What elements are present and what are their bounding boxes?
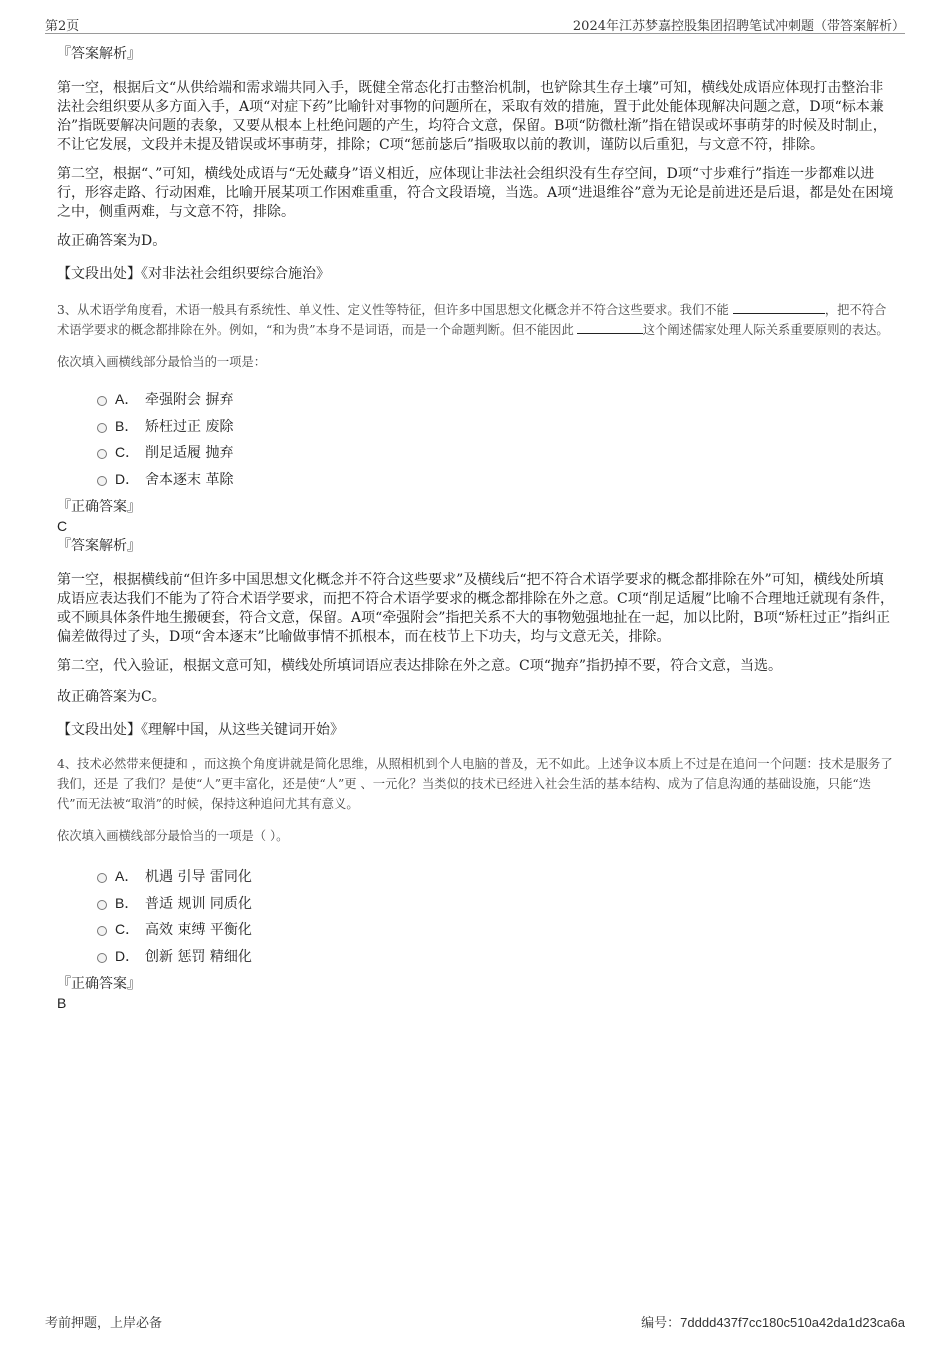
q3-option-b[interactable]: B． 矫枉过正 废除: [97, 414, 897, 441]
q4-instruction: 依次填入画横线部分最恰当的一项是（ ）。: [57, 829, 289, 843]
q3-stem-part2: ，把不符合术语学要求的概念都排除在外。例如，“和为贵”本身不是词语，而是一个命题判断。但不能因此: [57, 303, 887, 337]
radio-icon[interactable]: [97, 873, 107, 883]
q3-correct-answer: C: [57, 518, 68, 534]
q3-stem-part3: 这个阐述儒家处理人际关系重要原则的表达。: [642, 323, 889, 337]
q4-option-b[interactable]: B． 普适 规训 同质化: [97, 891, 897, 918]
q2-analysis-para2: 第二空，根据“、”可知，横线处成语与“无处藏身”语义相近，应体现让非法社会组织没有生存空间，D项“寸步难行”指连一步都难以进行，形容走路、行动困难，比喻开展某项工作困难重重，符合文段语境，当选。A项“进退维谷”意为无论是前进还是后退，都是处在困境之中，侧重两难，与文意不符，排除。: [57, 166, 894, 220]
q4-stem: 4、技术必然带来便捷和 ，而这换个角度讲就是简化思维，从照相机到个人电脑的普及，无不如此。上述争议本质上不过是在追问一个问题：技术是服务了我们，还是 了我们？是使“人”更丰富化，还是使“人”更 、一元化？当类似的技术已经进入社会生活的基本结构、成为了信息沟通的基础设施，只能“迭代”而无法被“取消”的时候，保持这种追问尤其有意义。: [57, 757, 893, 811]
q3-correct-heading: 『正确答案』: [57, 499, 141, 515]
q3-blank-1: [733, 301, 825, 314]
q3-analysis-para1: 第一空，根据横线前“但许多中国思想文化概念并不符合这些要求”及横线后“把不符合术语学要求的概念都排除在外”可知，横线处所填成语应表达我们不能为了符合术语学要求，而把不符合术语学要求的概念都排除在外之意。C项“削足适履”比喻不合理地迁就现有条件，或不顾具体条件地生搬硬套，符合文意，保留。A项“牵强附会”指把关系不大的事物勉强地扯在一起，加以比附，B项“矫枉过正”指纠正偏差做得过了头，D项“舍本逐末”比喻做事情不抓根本，而在枝节上下功夫，均与文意无关，排除。: [57, 572, 895, 645]
radio-icon[interactable]: [97, 926, 107, 936]
q4-option-d[interactable]: D． 创新 惩罚 精细化: [97, 944, 897, 971]
radio-icon[interactable]: [97, 900, 107, 910]
page-footer: [45, 1312, 905, 1332]
q3-options: [57, 387, 897, 493]
q4-option-a[interactable]: A． 机遇 引导 雷同化: [97, 864, 897, 891]
q2-source: 【文段出处】《对非法社会组织要综合施治》: [57, 266, 330, 282]
code-value: 7dddd437f7cc180c510a42da1d23ca6a: [680, 1315, 905, 1330]
q4-correct-heading: 『正确答案』: [57, 976, 141, 992]
footer-slogan: 考前押题，上岸必备: [45, 1316, 163, 1331]
q3-option-a[interactable]: A． 牵强附会 摒弃: [97, 387, 897, 414]
radio-icon[interactable]: [97, 396, 107, 406]
radio-icon[interactable]: [97, 423, 107, 433]
q2-analysis-heading: 『答案解析』: [57, 46, 141, 62]
q4-option-c[interactable]: C． 高效 束缚 平衡化: [97, 917, 897, 944]
document-code: [641, 1312, 905, 1331]
q3-option-d[interactable]: D． 舍本逐末 革除: [97, 467, 897, 494]
code-label: 编号：: [641, 1316, 681, 1331]
q3-blank-2: [577, 321, 643, 334]
q3-analysis-para2: 第二空，代入验证，根据文意可知，横线处所填词语应表达排除在外之意。C项“抛弃”指扔掉不要，符合文意，当选。: [57, 658, 783, 674]
radio-icon[interactable]: [97, 449, 107, 459]
page-content: [57, 45, 897, 1012]
q3-source: 【文段出处】《理解中国，从这些关键词开始》: [57, 722, 344, 738]
page-header: [45, 13, 905, 34]
q3-option-c[interactable]: C． 削足适履 抛弃: [97, 440, 897, 467]
q4-options: [57, 864, 897, 970]
q3-instruction: 依次填入画横线部分最恰当的一项是：: [57, 355, 267, 369]
q3-conclusion: 故正确答案为C。: [57, 689, 166, 705]
radio-icon[interactable]: [97, 476, 107, 486]
q2-conclusion: 故正确答案为D。: [57, 233, 167, 249]
q3-stem-part1: 3、从术语学角度看，术语一般具有系统性、单义性、定义性等特征，但许多中国思想文化概念并不符合这些要求。我们不能: [57, 303, 729, 317]
q3-analysis-heading: 『答案解析』: [57, 538, 141, 554]
q2-analysis-para1: 第一空，根据后文“从供给端和需求端共同入手，既健全常态化打击整治机制，也铲除其生存土壤”可知，横线处成语应体现打击整治非法社会组织要从多方面入手，A项“对症下药”比喻针对事物的问题所在，采取有效的措施，置于此处能体现解决问题之意，D项“标本兼治”指既要解决问题的表象，又要从根本上杜绝问题的产生，均符合文意，保留。B项“防微杜渐”指在错误或坏事萌芽的时候及时制止，不让它发展，文段并未提及错误或坏事萌芽，排除；C项“惩前毖后”指吸取以前的教训，谨防以后重犯，与文意不符，排除。: [57, 80, 887, 153]
q3-stem: [57, 300, 897, 340]
q4-correct-answer: B: [57, 995, 67, 1011]
radio-icon[interactable]: [97, 953, 107, 963]
document-title: 2024年江苏梦嘉控股集团招聘笔试冲刺题（带答案解析）: [572, 19, 905, 34]
page-number: 第2页: [45, 19, 80, 34]
